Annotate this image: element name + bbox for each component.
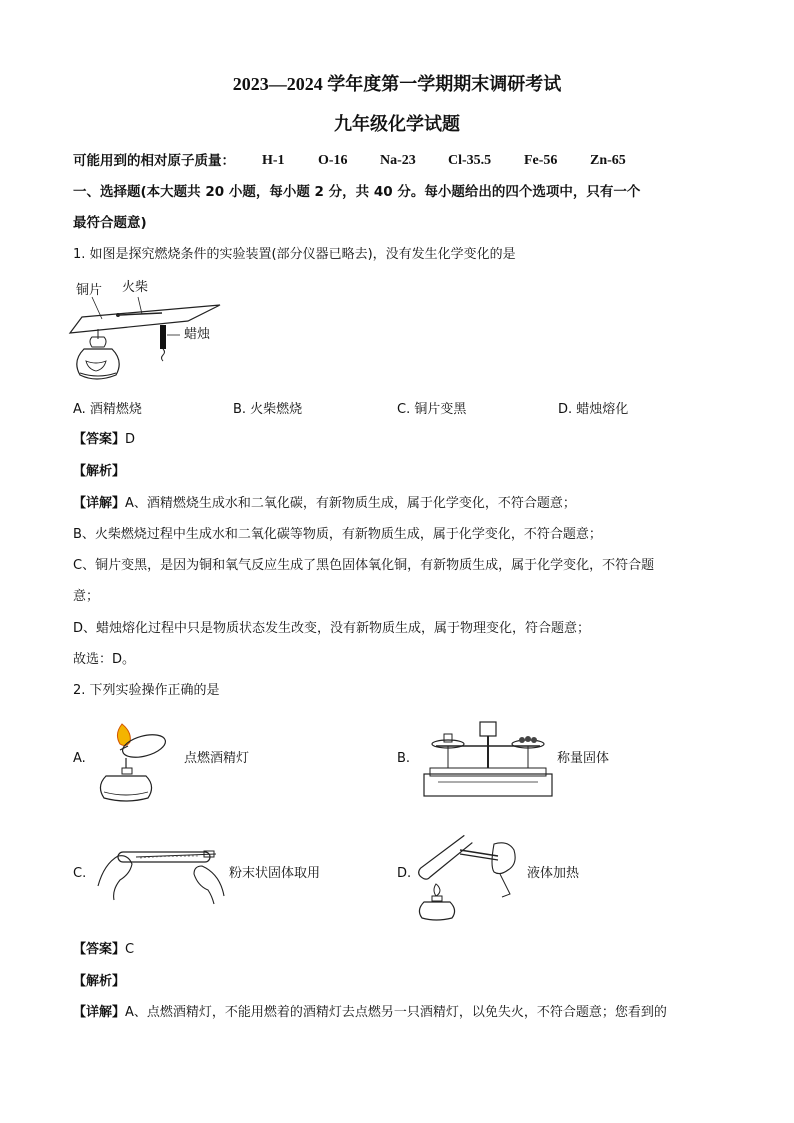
q1-answer-line <box>73 431 135 449</box>
answer-value: C <box>125 942 135 957</box>
detail-text: A、点燃酒精灯，不能用燃着的酒精灯去点燃另一只酒精灯，以免失火，不符合题意；您看到的 <box>125 1005 667 1020</box>
answer-label: 【答案】 <box>73 432 126 447</box>
exam-title: 2023—2024 学年度第一学期期末调研考试 <box>232 74 562 94</box>
analysis-label: 【解析】 <box>73 974 126 989</box>
figure-label-match: 火柴 <box>122 280 149 295</box>
atomic-mass-item: Na-23 <box>380 153 416 168</box>
option-b[interactable]: B. 火柴燃烧 <box>233 402 303 417</box>
balance-scale-figure <box>418 712 558 802</box>
answer-value: D <box>125 432 136 447</box>
atomic-mass-item: H-1 <box>262 153 285 168</box>
option-b-caption[interactable]: 称量固体 <box>557 751 610 766</box>
detail-text: 故选：D。 <box>73 652 136 667</box>
option-c[interactable]: C. 铜片变黑 <box>397 402 467 417</box>
atomic-mass-item: Zn-65 <box>590 153 626 168</box>
atomic-mass-line <box>73 152 235 170</box>
atomic-mass-label: 可能用到的相对原子质量： <box>73 153 235 169</box>
question-2-stem: 2. 下列实验操作正确的是 <box>73 683 220 698</box>
option-b-letter[interactable]: B. <box>397 751 411 766</box>
option-a[interactable]: A. 酒精燃烧 <box>73 402 142 417</box>
detail-label: 【详解】 <box>73 1005 126 1020</box>
section-heading-line1: 一、选择题(本大题共 20 小题，每小题 2 分，共 40 分。每小题给出的四个选项中，只有一个 <box>73 184 641 200</box>
option-d-letter[interactable]: D. <box>397 866 412 881</box>
liquid-heating-figure <box>414 822 524 922</box>
atomic-mass-item: Cl-35.5 <box>448 153 492 168</box>
question-1-stem: 1. 如图是探究燃烧条件的实验装置(部分仪器已略去)，没有发生化学变化的是 <box>73 247 516 262</box>
option-a-letter[interactable]: A. <box>73 751 86 766</box>
q2-detail-line <box>73 1004 667 1022</box>
detail-text: B、火柴燃烧过程中生成水和二氧化碳等物质，有新物质生成，属于化学变化，不符合题意； <box>73 527 602 542</box>
option-d[interactable]: D. 蜡烛熔化 <box>558 402 629 417</box>
section-heading-line2: 最符合题意) <box>73 215 147 231</box>
answer-label: 【答案】 <box>73 942 126 957</box>
atomic-mass-item: O-16 <box>318 153 348 168</box>
analysis-label: 【解析】 <box>73 464 126 479</box>
atomic-mass-item: Fe-56 <box>524 153 558 168</box>
figure-label-copper: 铜片 <box>76 283 103 298</box>
detail-text: A、酒精燃烧生成水和二氧化碳，有新物质生成，属于化学变化，不符合题意； <box>125 496 576 511</box>
option-d-caption[interactable]: 液体加热 <box>527 866 580 881</box>
powder-solid-transfer-figure <box>96 840 226 900</box>
detail-text: C、铜片变黑，是因为铜和氧气反应生成了黑色固体氧化铜，有新物质生成，属于化学变化，不符合题 <box>73 558 655 573</box>
exam-subtitle: 九年级化学试题 <box>334 114 460 134</box>
figure-label-candle: 蜡烛 <box>184 327 211 342</box>
detail-text: D、蜡烛熔化过程中只是物质状态发生改变，没有新物质生成，属于物理变化，符合题意； <box>73 621 591 636</box>
detail-text: 意； <box>73 589 100 604</box>
q1-detail-line <box>73 495 576 513</box>
option-c-caption[interactable]: 粉末状固体取用 <box>229 866 321 881</box>
option-a-caption[interactable]: 点燃酒精灯 <box>184 751 250 766</box>
q2-answer-line <box>73 941 134 959</box>
option-c-letter[interactable]: C. <box>73 866 87 881</box>
alcohol-lamp-lighting-figure <box>92 712 182 802</box>
detail-label: 【详解】 <box>73 496 126 511</box>
